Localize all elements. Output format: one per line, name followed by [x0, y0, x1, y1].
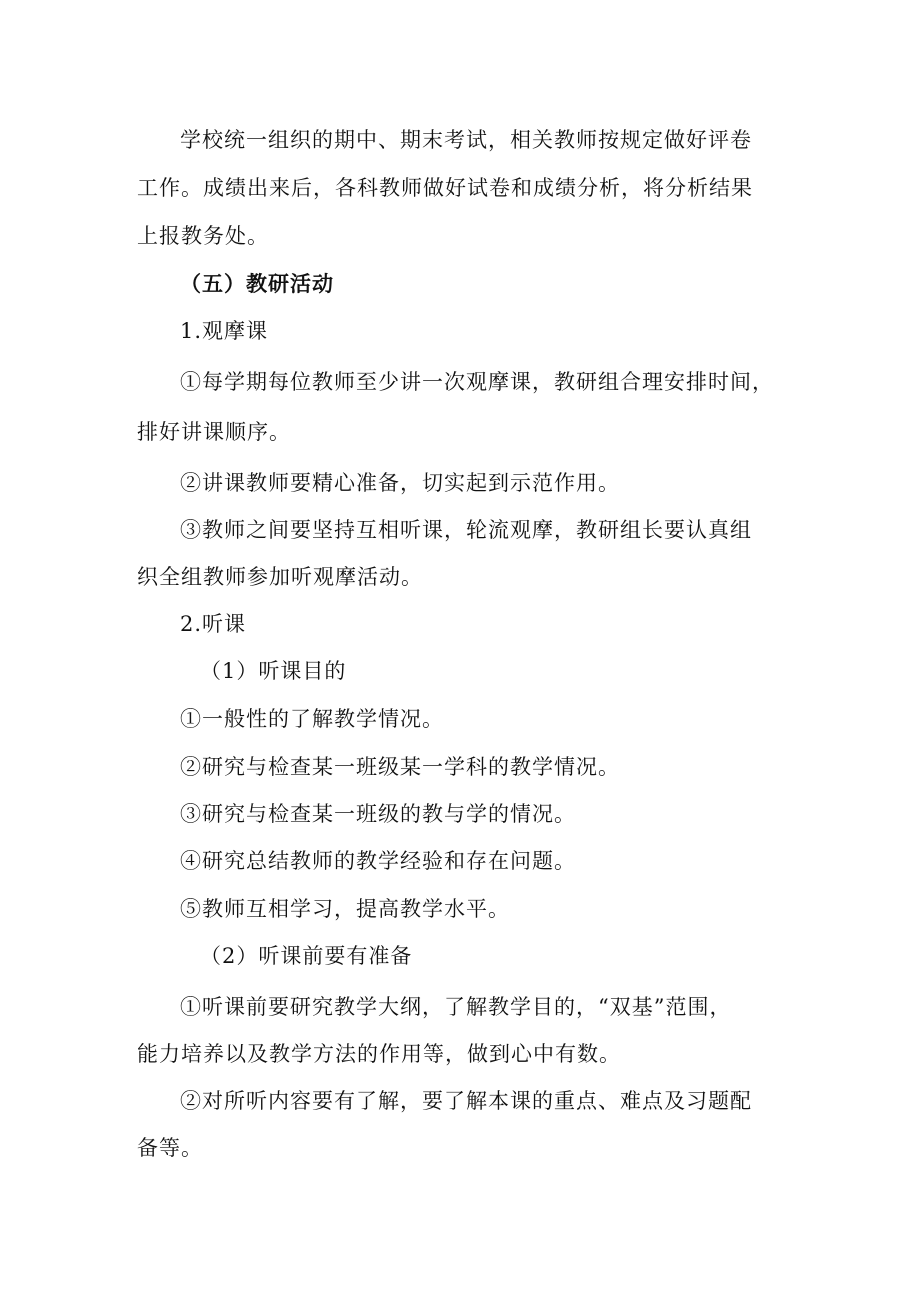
sub-heading: （1）听课目的: [200, 659, 347, 683]
list-item: ①一般性的了解教学情况。: [180, 707, 444, 731]
paragraph-line: 工作。成绩出来后，各科教师做好试卷和成绩分析，将分析结果: [137, 176, 753, 200]
subsection-heading: 2.听课: [180, 612, 247, 636]
list-item-line: ②对所听内容要有了解，要了解本课的重点、难点及习题配: [180, 1089, 752, 1113]
list-item: ④研究总结教师的教学经验和存在问题。: [180, 849, 576, 873]
list-item: ③研究与检查某一班级的教与学的情况。: [180, 802, 576, 826]
list-item-line: ①听课前要研究教学大纲，了解教学目的，“双基”范围，: [180, 995, 732, 1019]
list-item-line: ③教师之间要坚持互相听课，轮流观摩，教研组长要认真组: [180, 518, 752, 542]
list-item-line: 排好讲课顺序。: [137, 420, 291, 444]
list-item-line: 织全组教师参加听观摩活动。: [137, 565, 423, 589]
list-item-line: 能力培养以及教学方法的作用等，做到心中有数。: [137, 1042, 621, 1066]
subsection-heading: 1.观摩课: [180, 319, 269, 343]
paragraph-line: 学校统一组织的期中、期末考试，相关教师按规定做好评卷: [180, 128, 752, 152]
paragraph-line: 上报教务处。: [137, 224, 269, 248]
list-item: ⑤教师互相学习，提高教学水平。: [180, 897, 510, 921]
list-item-line: 备等。: [137, 1136, 203, 1160]
section-heading: （五）教研活动: [180, 271, 334, 296]
list-item: ②研究与检查某一班级某一学科的教学情况。: [180, 755, 620, 779]
list-item-line: ①每学期每位教师至少讲一次观摩课，教研组合理安排时间，: [180, 370, 774, 394]
list-item: ②讲课教师要精心准备，切实起到示范作用。: [180, 471, 620, 495]
sub-heading: （2）听课前要有准备: [200, 944, 413, 968]
